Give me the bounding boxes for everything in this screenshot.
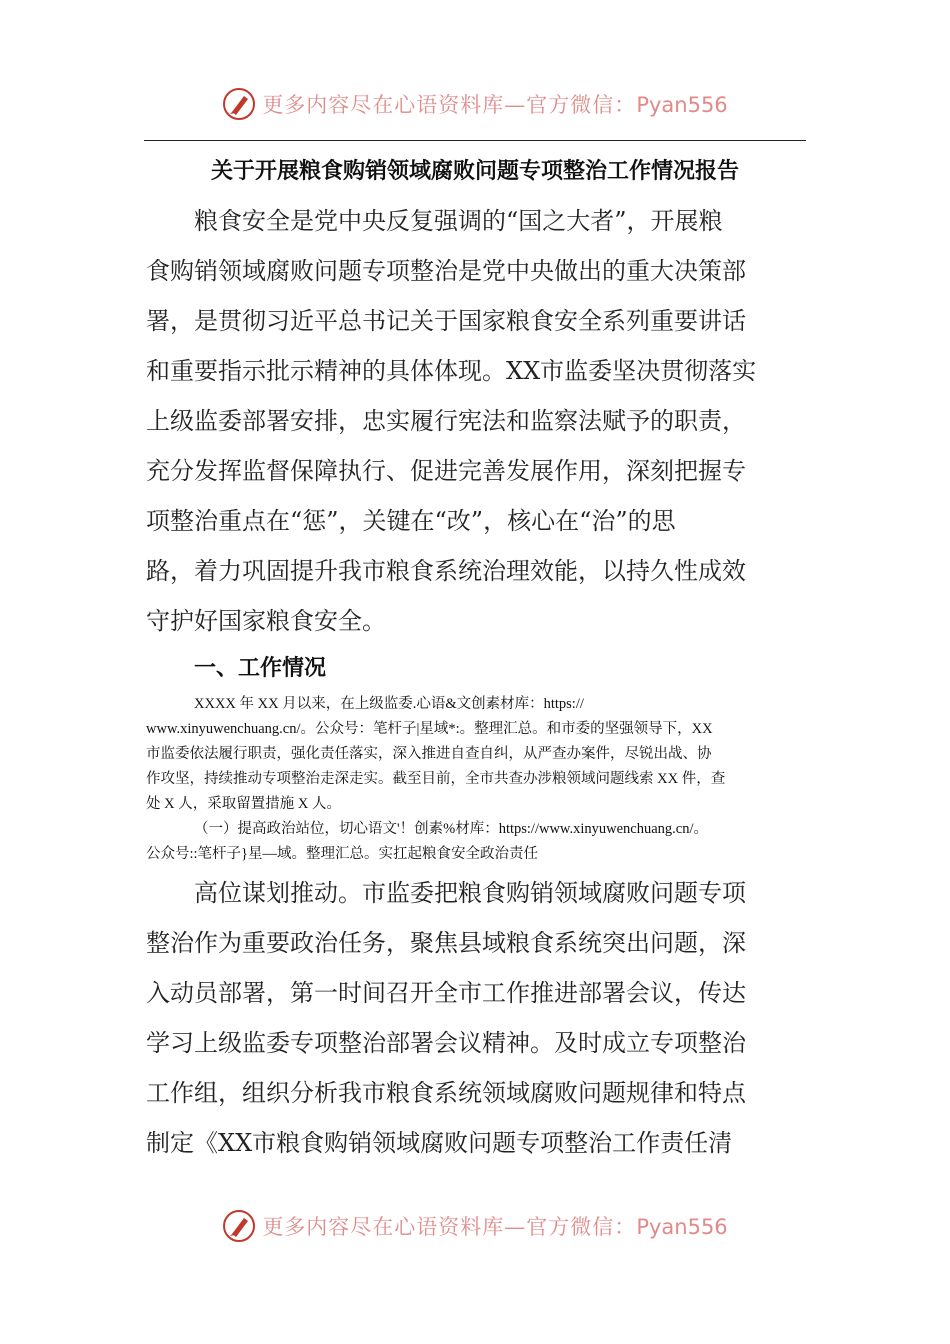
- paragraph-line: XXXX 年 XX 月以来，在上级监委.心语&文创素材库：https://: [194, 696, 584, 712]
- paragraph-line: 市监委依法履行职责，强化责任落实，深入推进自查自纠，从严查办案件，尽锐出战、协: [146, 746, 712, 762]
- paragraph-line: 整治作为重要政治任务，聚焦县域粮食系统突出问题，深: [146, 929, 746, 957]
- paragraph-line: 粮食安全是党中央反复强调的“国之大者”，开展粮: [194, 207, 723, 235]
- paragraph-line: 守护好国家粮食安全。: [146, 607, 386, 635]
- intro-paragraph: [146, 196, 806, 646]
- paragraph-line: 署，是贯彻习近平总书记关于国家粮食安全系列重要讲话: [146, 307, 746, 335]
- paragraph-line: 工作组，组织分析我市粮食系统领域腐败问题规律和特点: [146, 1079, 746, 1107]
- paragraph-line: 项整治重点在“惩”，关键在“改”，核心在“治”的思: [146, 507, 676, 535]
- header-divider: [144, 140, 806, 141]
- paragraph-line: 充分发挥监督保障执行、促进完善发展作用，深刻把握专: [146, 457, 746, 485]
- paragraph-line: 高位谋划推动。市监委把粮食购销领域腐败问题专项: [194, 879, 746, 907]
- banner-wechat-id: Pyan556: [636, 93, 728, 117]
- banner-wechat-id: Pyan556: [636, 1215, 728, 1239]
- banner-text: 更多内容尽在心语资料库—官方微信：Pyan556: [262, 1215, 728, 1239]
- paragraph-line: 路，着力巩固提升我市粮食系统治理效能，以持久性成效: [146, 557, 746, 585]
- body-paragraph: [146, 868, 806, 1168]
- banner-text: 更多内容尽在心语资料库—官方微信：Pyan556: [262, 93, 728, 117]
- paragraph-line: 公众号::笔杆子}星—域。整理汇总。实扛起粮食安全政治责任: [146, 846, 539, 862]
- paragraph-line: 入动员部署，第一时间召开全市工作推进部署会议，传达: [146, 979, 746, 1007]
- footer-banner: [0, 1206, 950, 1246]
- subsection-heading: [146, 817, 806, 867]
- pen-nib-logo-icon: [222, 87, 256, 121]
- header-banner: [0, 84, 950, 124]
- section-heading: 一、工作情况: [194, 656, 327, 681]
- paragraph-line: www.xinyuwenchuang.cn/。公众号：笔杆子|星域*:。整理汇总。和市委的坚强领导下，XX: [146, 721, 713, 737]
- pen-nib-logo-icon: [222, 1209, 256, 1243]
- paragraph-line: 作攻坚，持续推动专项整治走深走实。截至目前，全市共查办涉粮领域问题线索 XX 件，查: [146, 771, 726, 787]
- paragraph-line: 食购销领域腐败问题专项整治是党中央做出的重大决策部: [146, 257, 746, 285]
- paragraph-line: 学习上级监委专项整治部署会议精神。及时成立专项整治: [146, 1029, 746, 1057]
- paragraph-line: 上级监委部署安排，忠实履行宪法和监察法赋予的职责，: [146, 407, 746, 435]
- document-title: 关于开展粮食购销领域腐败问题专项整治工作情况报告: [210, 159, 739, 184]
- paragraph-line: 和重要指示批示精神的具体体现。XX市监委坚决贯彻落实: [146, 357, 757, 385]
- paragraph-line: 处 X 人，采取留置措施 X 人。: [146, 796, 341, 812]
- paragraph-line: （一）提高政治站位，切心语文'！创素%材库：https://www.xinyuwenchuang.cn/。: [194, 821, 708, 837]
- paragraph-line: 制定《XX市粮食购销领域腐败问题专项整治工作责任清: [146, 1129, 733, 1157]
- section-paragraph: [146, 692, 806, 817]
